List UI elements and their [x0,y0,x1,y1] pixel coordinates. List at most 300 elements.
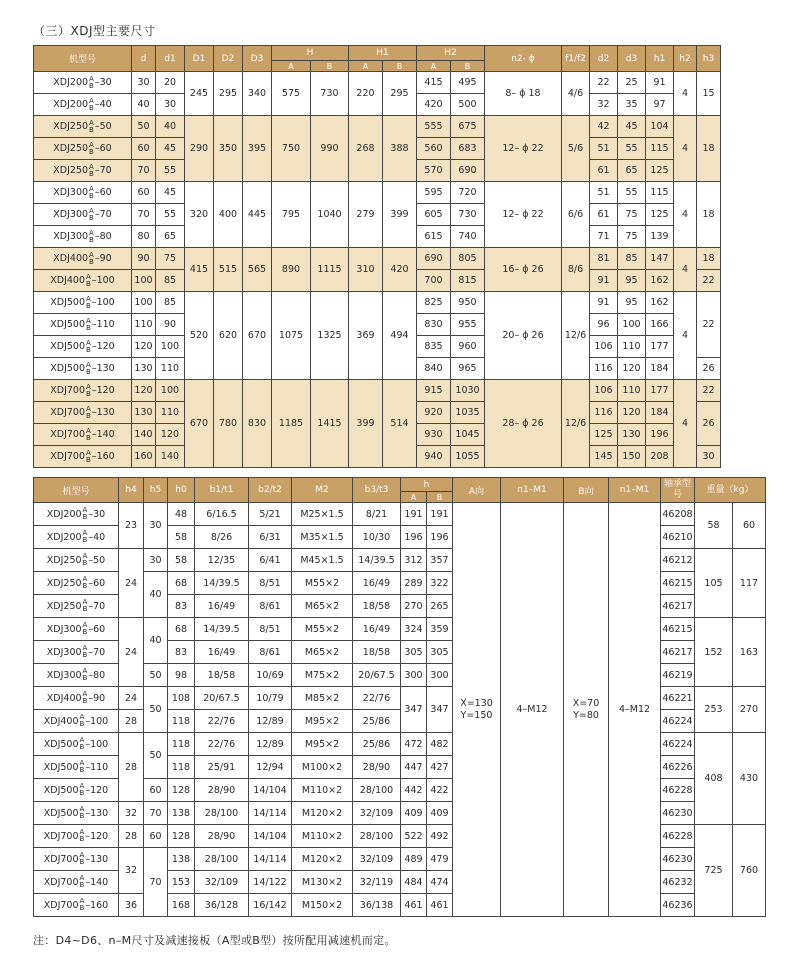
cell-h1: 115 [646,182,674,204]
type-b: B [89,169,94,178]
cell-M2: M85×2 [292,687,353,710]
model-suffix: –100 [91,275,115,286]
cell-d2: 81 [590,248,618,270]
col-n2: n2- ϕ [485,46,562,72]
type-a: A [89,162,94,171]
model-cell [34,314,132,336]
ab-subscript [89,76,94,90]
cell-d2: 91 [590,270,618,292]
cell-weight-a: 152 [695,618,733,687]
cell-b1: 25/91 [195,756,249,779]
model-suffix: –50 [88,554,106,566]
cell-H2-B: 675 [451,116,485,138]
cell-D3: 445 [243,182,272,248]
cell-d1: 65 [156,226,185,248]
cell-D2: 780 [214,380,243,468]
cell-d1: 110 [156,402,185,424]
model-base: XDJ300 [46,646,82,658]
model-suffix: –60 [88,623,106,635]
cell-weight-b: 163 [733,618,766,687]
footnote: 注：D4~D6、n–M尺寸及减速接板（A型或B型）按所配用减速机而定。 [33,934,396,947]
cell-h0: 168 [168,894,195,917]
type-a: A [86,316,91,325]
cell-h1: 208 [646,446,674,468]
cell-h-B: 474 [427,871,453,894]
model-suffix: –100 [85,738,109,750]
model-cell [34,72,132,94]
cell-d: 30 [132,72,156,94]
model-cell [34,572,119,595]
table-row [34,182,721,204]
col2-B-dir: B向 [564,478,609,503]
cell-h3: 22 [697,292,721,358]
cell-h4: 36 [119,894,144,917]
model-label [34,530,118,544]
cell-b1: 16/49 [195,641,249,664]
type-b: B [79,858,85,866]
model-cell [34,549,119,572]
model-base: XDJ300 [46,623,82,635]
model-cell [34,756,119,779]
model-base: XDJ250 [46,554,82,566]
cell-H2-A: 915 [417,380,451,402]
cell-h5: 30 [144,549,168,572]
cell-H2-B: 815 [451,270,485,292]
cell-h0: 153 [168,871,195,894]
ab-subscript [86,296,91,310]
model-base: XDJ250 [53,165,89,176]
ab-subscript [80,806,85,820]
cell-n2: 28– ϕ 26 [485,380,562,468]
model-cell [34,687,119,710]
cell-d: 60 [132,182,156,204]
cell-M2: M65×2 [292,641,353,664]
model-base: XDJ700 [43,899,79,911]
cell-M2: M120×2 [292,802,353,825]
cell-b3: 32/109 [353,802,401,825]
cell-M2: M75×2 [292,664,353,687]
model-suffix: –70 [88,646,106,658]
cell-H-B: 990 [311,116,349,182]
cell-h4: 32 [119,848,144,894]
cell-d2: 32 [590,94,618,116]
cell-d1: 90 [156,314,185,336]
cell-b2: 10/79 [249,687,292,710]
cell-b1: 6/16.5 [195,503,249,526]
model-label [34,186,131,200]
cell-h2: 4 [674,116,697,182]
model-cell [34,664,119,687]
cell-d2: 116 [590,402,618,424]
col-H2: H2 [417,46,485,61]
cell-h5: 30 [144,503,168,549]
model-suffix: –90 [88,692,106,704]
col-H-B: B [311,61,349,72]
model-label [34,164,131,178]
cell-H2-A: 940 [417,446,451,468]
model-label [34,553,118,567]
cell-h3: 30 [697,446,721,468]
model-label [34,340,131,354]
cell-d2: 42 [590,116,618,138]
model-label [34,142,131,156]
cell-d1: 100 [156,380,185,402]
col-model: 机型号 [34,46,132,72]
model-label [34,230,131,244]
model-suffix: –110 [85,761,109,773]
cell-d: 130 [132,402,156,424]
model-label [34,760,118,774]
cell-weight-a: 253 [695,687,733,733]
cell-h-A: 289 [401,572,427,595]
ab-subscript [86,340,91,354]
ab-subscript [86,274,91,288]
cell-D2: 400 [214,182,243,248]
model-cell [34,94,132,116]
cell-h1: 91 [646,72,674,94]
cell-h5: 60 [144,779,168,802]
col-H1: H1 [349,46,417,61]
type-b: B [89,81,94,90]
cell-bearing: 46232 [661,871,695,894]
cell-b2: 12/89 [249,710,292,733]
cell-H2-B: 690 [451,160,485,182]
model-suffix: –100 [91,297,115,308]
cell-h3: 22 [697,380,721,402]
cell-h1: 166 [646,314,674,336]
cell-H-A: 890 [272,248,311,292]
cell-H-A: 575 [272,72,311,116]
cell-H2-B: 720 [451,182,485,204]
cell-b1: 28/90 [195,825,249,848]
cell-b1: 8/26 [195,526,249,549]
ab-subscript [80,875,85,889]
cell-d3: 45 [618,116,646,138]
cell-h-B: 347 [427,687,453,733]
cell-H2-A: 615 [417,226,451,248]
type-b: B [89,147,94,156]
model-base: XDJ700 [50,385,86,396]
col2-model: 机型号 [34,478,119,503]
cell-d: 100 [132,292,156,314]
model-suffix: –40 [88,531,106,543]
model-label [34,252,131,266]
model-cell [34,182,132,204]
cell-b1: 28/100 [195,848,249,871]
model-cell [34,825,119,848]
cell-d3: 150 [618,446,646,468]
cell-D3: 670 [243,292,272,380]
cell-H2-B: 955 [451,314,485,336]
cell-d2: 106 [590,380,618,402]
cell-H2-B: 950 [451,292,485,314]
type-b: B [86,279,91,288]
ab-subscript [83,576,88,590]
type-a: A [86,448,91,457]
cell-h-A: 347 [401,687,427,733]
cell-d1: 100 [156,336,185,358]
type-a: A [82,552,88,560]
model-base: XDJ300 [53,209,89,220]
ab-subscript [83,645,88,659]
type-b: B [86,367,91,376]
model-cell [34,226,132,248]
cell-h-B: 305 [427,641,453,664]
cell-bearing: 46228 [661,825,695,848]
cell-H1-B: 420 [383,248,417,292]
cell-h-A: 196 [401,526,427,549]
type-b: B [79,835,85,843]
cell-h4: 28 [119,825,144,848]
cell-H2-A: 930 [417,424,451,446]
cell-H-A: 1185 [272,380,311,468]
cell-h0: 118 [168,756,195,779]
cell-h0: 98 [168,664,195,687]
cell-H1-B: 494 [383,292,417,380]
type-a: A [86,382,91,391]
ab-subscript [80,852,85,866]
cell-d1: 20 [156,72,185,94]
col-H: H [272,46,349,61]
model-suffix: –140 [91,429,115,440]
model-suffix: –130 [91,363,115,374]
cell-b3: 16/49 [353,572,401,595]
ab-subscript [86,318,91,332]
cell-h1: 147 [646,248,674,270]
cell-h0: 58 [168,549,195,572]
cell-H1-B: 514 [383,380,417,468]
col-d2: d2 [590,46,618,72]
cell-b2: 8/61 [249,641,292,664]
ab-subscript [89,230,94,244]
type-a: A [82,529,88,537]
model-suffix: –100 [85,715,109,727]
model-cell [34,248,132,270]
type-b: B [86,389,91,398]
ab-subscript [80,760,85,774]
cell-D3: 395 [243,116,272,182]
model-suffix: –160 [91,451,115,462]
cell-h5: 40 [144,618,168,664]
model-label [34,406,131,420]
col2-b2: b2/t2 [249,478,292,503]
type-a: A [79,828,85,836]
cell-b3: 28/100 [353,779,401,802]
ab-subscript [80,714,85,728]
model-suffix: –120 [85,784,109,796]
cell-h1: 196 [646,424,674,446]
type-b: B [82,628,88,636]
type-b: B [86,345,91,354]
cell-H2-A: 415 [417,72,451,94]
cell-d2: 91 [590,292,618,314]
col2-h-B: B [427,492,453,503]
cell-h0: 118 [168,710,195,733]
cell-h-A: 305 [401,641,427,664]
col-d1: d1 [156,46,185,72]
cell-d2: 61 [590,160,618,182]
model-cell [34,595,119,618]
cell-d: 40 [132,94,156,116]
model-base: XDJ400 [53,253,89,264]
model-suffix: –70 [94,209,112,220]
model-label [34,362,131,376]
model-base: XDJ250 [53,121,89,132]
ab-subscript [89,120,94,134]
type-b: B [82,605,88,613]
cell-D3: 830 [243,380,272,468]
type-b: B [89,257,94,266]
cell-h4: 28 [119,710,144,733]
cell-h-B: 422 [427,779,453,802]
model-base: XDJ500 [43,784,79,796]
cell-b2: 8/51 [249,572,292,595]
cell-h-B: 479 [427,848,453,871]
model-cell [34,894,119,917]
model-base: XDJ700 [50,451,86,462]
cell-d1: 85 [156,270,185,292]
type-a: A [86,272,91,281]
model-cell [34,138,132,160]
cell-h-B: 191 [427,503,453,526]
ab-subscript [83,553,88,567]
cell-b2: 6/31 [249,526,292,549]
cell-bearing: 46226 [661,756,695,779]
cell-h2: 4 [674,72,697,116]
cell-h4: 32 [119,802,144,825]
cell-bearing: 46219 [661,664,695,687]
model-base: XDJ700 [43,853,79,865]
model-base: XDJ250 [46,577,82,589]
col-h2: h2 [674,46,697,72]
model-base: XDJ300 [46,669,82,681]
cell-H-B: 1115 [311,248,349,292]
table-row [34,72,721,94]
cell-H2-B: 1055 [451,446,485,468]
cell-H2-B: 965 [451,358,485,380]
cell-D3: 340 [243,72,272,116]
cell-d2: 125 [590,424,618,446]
model-label [34,829,118,843]
model-cell [34,160,132,182]
cell-D2: 350 [214,116,243,182]
table-row [34,503,766,526]
type-a: A [89,140,94,149]
cell-d3: 120 [618,402,646,424]
model-base: XDJ500 [43,807,79,819]
type-a: A [82,621,88,629]
cell-H1-A: 268 [349,116,383,182]
cell-b3: 8/21 [353,503,401,526]
cell-f: 12/6 [562,292,590,380]
model-label [34,737,118,751]
model-base: XDJ500 [50,297,86,308]
cell-b2: 8/61 [249,595,292,618]
model-base: XDJ700 [43,876,79,888]
cell-M2: M65×2 [292,595,353,618]
cell-b1: 22/76 [195,733,249,756]
cell-M2: M95×2 [292,710,353,733]
cell-d1: 30 [156,94,185,116]
cell-M2: M35×1.5 [292,526,353,549]
model-label [34,76,131,90]
cell-d: 100 [132,270,156,292]
col2-h: h [401,478,453,492]
cell-b3: 28/100 [353,825,401,848]
ab-subscript [89,252,94,266]
model-suffix: –120 [91,385,115,396]
cell-h0: 83 [168,595,195,618]
model-label [34,296,131,310]
cell-H1-A: 310 [349,248,383,292]
cell-H2-B: 683 [451,138,485,160]
cell-D2: 295 [214,72,243,116]
model-label [34,599,118,613]
cell-d3: 130 [618,424,646,446]
model-base: XDJ250 [53,143,89,154]
cell-weight-b: 60 [733,503,766,549]
model-cell [34,503,119,526]
model-suffix: –30 [88,508,106,520]
cell-bearing: 46224 [661,710,695,733]
col-D3: D3 [243,46,272,72]
cell-M2: M120×2 [292,848,353,871]
cell-d3: 65 [618,160,646,182]
cell-h5: 50 [144,687,168,733]
cell-h5: 60 [144,825,168,848]
cell-b2: 6/41 [249,549,292,572]
cell-d: 70 [132,160,156,182]
type-b: B [82,559,88,567]
type-a: A [89,206,94,215]
col2-h0: h0 [168,478,195,503]
cell-n2: 16– ϕ 26 [485,248,562,292]
type-a: A [86,338,91,347]
cell-H2-A: 825 [417,292,451,314]
cell-H-A: 1075 [272,292,311,380]
cell-b1: 16/49 [195,595,249,618]
cell-D3: 565 [243,248,272,292]
type-a: A [79,874,85,882]
model-label [34,507,118,521]
cell-M2: M110×2 [292,779,353,802]
cell-M2: M55×2 [292,572,353,595]
cell-d3: 95 [618,292,646,314]
cell-d3: 100 [618,314,646,336]
cell-bearing: 46210 [661,526,695,549]
ab-subscript [86,450,91,464]
cell-h5: 50 [144,664,168,687]
cell-h-B: 409 [427,802,453,825]
col2-M2: M2 [292,478,353,503]
cell-D1: 670 [185,380,214,468]
cell-d: 60 [132,138,156,160]
cell-H-B: 1040 [311,182,349,248]
model-label [34,714,118,728]
cell-d3: 75 [618,204,646,226]
type-b: B [86,301,91,310]
cell-d3: 25 [618,72,646,94]
cell-d: 160 [132,446,156,468]
col-D2: D2 [214,46,243,72]
cell-d1: 40 [156,116,185,138]
cell-h3: 18 [697,116,721,182]
cell-b3: 10/30 [353,526,401,549]
cell-H2-A: 920 [417,402,451,424]
cell-b3: 32/109 [353,848,401,871]
cell-b3: 14/39.5 [353,549,401,572]
cell-h4: 24 [119,549,144,618]
